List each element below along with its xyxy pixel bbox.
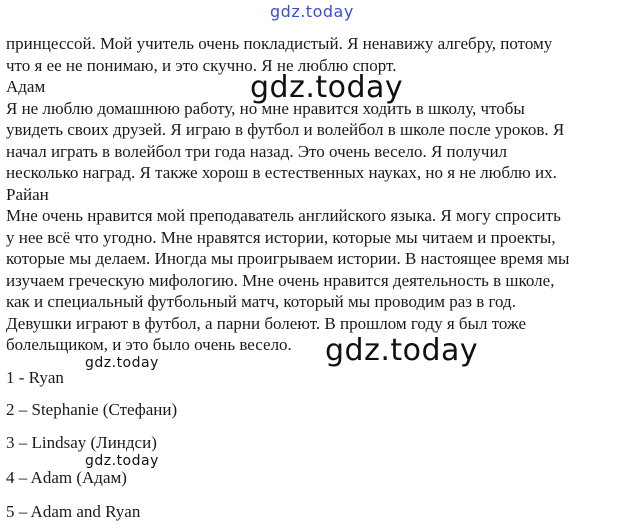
answer-item: 2 – Stephanie (Стефани) — [6, 400, 178, 419]
text-line: Девушки играют в футбол, а парни болеют. В прошлом году я был тоже — [6, 313, 527, 333]
text-line: Мне очень нравится мой преподаватель английского языка. Я могу спросить — [6, 206, 561, 225]
speaker-name-ryan: Райан — [6, 184, 49, 204]
text-line: увидеть своих друзей. Я играю в футбол и волейбол в школе после уроков. Я — [6, 120, 565, 139]
watermark-large: gdz.today — [250, 70, 404, 105]
watermark-small: gdz.today — [85, 453, 159, 469]
answer-item: 1 - Ryan — [6, 368, 64, 387]
watermark-large: gdz.today — [325, 333, 479, 368]
text-line: начал играть в волейбол три года назад. Это очень весело. Я получил — [6, 141, 508, 161]
speaker-name-adam: Адам — [6, 77, 46, 96]
watermark-top: gdz.today — [270, 2, 354, 21]
text-line: несколько наград. Я также хорош в естественных науках, но я не люблю их. — [6, 163, 557, 182]
watermark-small: gdz.today — [85, 355, 159, 371]
answer-item: 5 – Adam and Ryan — [6, 502, 141, 521]
text-line: принцессой. Мой учитель очень покладистый. Я ненавижу алгебру, потому — [6, 34, 553, 53]
answer-item: 4 – Adam (Адам) — [6, 468, 127, 487]
text-line: Я не люблю домашнюю работу, но мне нравится ходить в школу, чтобы — [6, 98, 525, 118]
text-line: у нее всё что угодно. Мне нравятся истории, которые мы читаем и проекты, — [6, 227, 556, 247]
answer-item: 3 – Lindsay (Линдси) — [6, 433, 157, 452]
text-line: изучаем греческую мифологию. Мне очень нравится деятельность в школе, — [6, 270, 555, 290]
text-line: которые мы делаем. Иногда мы проигрываем истории. В настоящее время мы — [6, 249, 570, 268]
text-line: болельщиком, и это было очень весело. — [6, 335, 292, 354]
text-line: что я ее не понимаю, и это скучно. Я не люблю спорт. — [6, 55, 397, 75]
text-line: как и специальный футбольный матч, который мы проводим раз в год. — [6, 292, 516, 311]
